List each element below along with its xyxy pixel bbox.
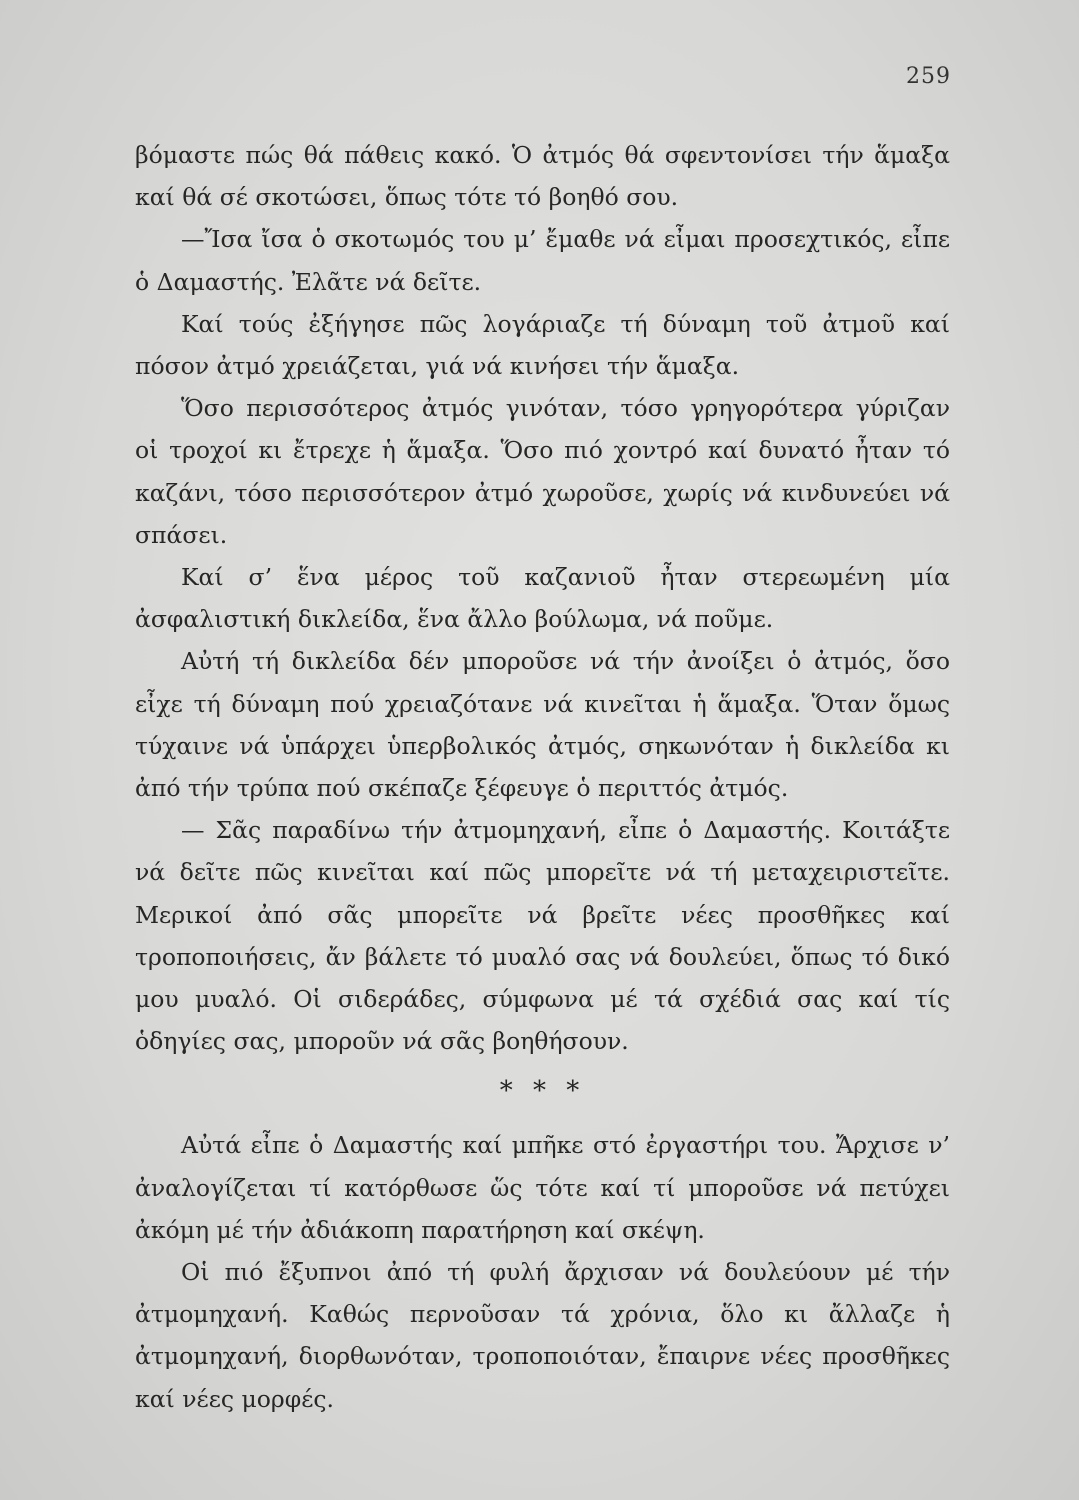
body-text <box>135 134 950 1420</box>
paragraph: Οἱ πιό ἔξυπνοι ἀπό τή φυλή ἄρχισαν νά δουλεύουν μέ τήν ἀτμομηχανή. Καθώς περνοῦσαν τά χρόνια, ὅλο κι ἄλλαζε ἡ ἀτμομηχανή, διορθωνόταν, τροποποιόταν, ἔπαιρνε νέες προσθῆκες καί νέες μορφές. <box>135 1258 950 1413</box>
paragraph: Αὐτά εἶπε ὁ Δαμαστής καί μπῆκε στό ἐργαστήρι του. Ἄρχισε ν’ ἀναλογίζεται τί κατόρθωσε ὥς τότε καί τί μποροῦσε νά πετύχει ἀκόμη μέ τήν ἀδιάκοπη παρατήρηση καί σκέψη. <box>135 1131 950 1244</box>
page-number: 259 <box>906 64 951 89</box>
paragraph: —Ἴσα ἴσα ὁ σκοτωμός του μ’ ἔμαθε νά εἶμαι προσεχτικός, εἶπε ὁ Δαμαστής. Ἐλᾶτε νά δεῖτε. <box>135 225 950 296</box>
section-break-asterism: * * * <box>499 1076 586 1107</box>
paragraph: Ὅσο περισσότερος ἀτμός γινόταν, τόσο γρηγορότερα γύριζαν οἱ τροχοί κι ἔτρεχε ἡ ἅμαξα. Ὅσο πιό χοντρό καί δυνατό ἦταν τό καζάνι, τόσο περισσότερον ἀτμό χωροῦσε, χωρίς νά κινδυνεύει νά σπάσει. <box>135 394 950 549</box>
paragraph: βόμαστε πώς θά πάθεις κακό. Ὁ ἀτμός θά σφεντονίσει τήν ἅμαξα καί θά σέ σκοτώσει, ὅπως τότε τό βοηθό σου. <box>135 141 950 212</box>
paragraph: Καί τούς ἐξήγησε πῶς λογάριαζε τή δύναμη τοῦ ἀτμοῦ καί πόσον ἀτμό χρειάζεται, γιά νά κινήσει τήν ἅμαξα. <box>135 309 950 381</box>
paragraph: Καί σ’ ἕνα μέρος τοῦ καζανιοῦ ἦταν στερεωμένη μία ἀσφαλιστική δικλείδα, ἕνα ἄλλο βούλωμα, νά ποῦμε. <box>135 563 950 634</box>
paragraph: Αὐτή τή δικλείδα δέν μποροῦσε νά τήν ἀνοίξει ὁ ἀτμός, ὅσο εἶχε τή δύναμη πού χρειαζότανε νά κινεῖται ἡ ἅμαξα. Ὅταν ὅμως τύχαινε νά ὑπάρχει ὑπερβολικός ἀτμός, σηκωνόταν ἡ δικλείδα κι ἀπό τήν τρύπα πού σκέπαζε ξέφευγε ὁ περιττός ἀτμός. <box>135 647 950 803</box>
paragraph: — Σᾶς παραδίνω τήν ἀτμομηχανή, εἶπε ὁ Δαμαστής. Κοιτάξτε νά δεῖτε πῶς κινεῖται καί πῶς μπορεῖτε νά τή μεταχειριστεῖτε. Μερικοί ἀπό σᾶς μπορεῖτε νά βρεῖτε νέες προσθῆκες καί τροποποιήσεις, ἄν βάλετε τό μυαλό σας νά δουλεύει, ὅπως τό δικό μου μυαλό. Οἱ σιδεράδες, σύμφωνα μέ τά σχέδιά σας καί τίς ὁδηγίες σας, μποροῦν νά σᾶς βοηθήσουν. <box>135 816 950 1056</box>
